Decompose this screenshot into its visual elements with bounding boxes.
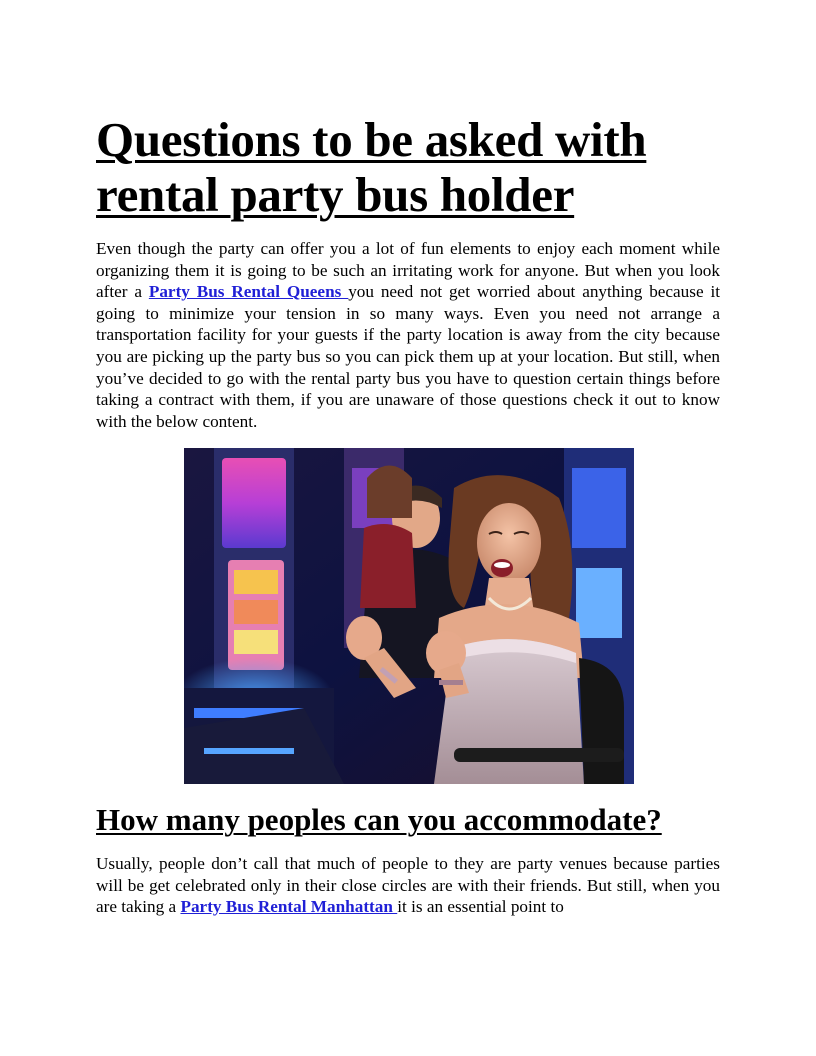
intro-text-before-link: Even though the party can offer you a lot of fun elements to enjoy each moment while organizing them it is going to be such an irritating work for anyone. But when you look after a <box>96 239 720 302</box>
intro-text-after-link: you need not get worried about anything because it going to minimize your tension in so many ways. Even you need not arrange a transportation facility for your guests if the party location is away from the city because you are picking up the party bus so you can pick them up at your location. But still, when you’ve decided to go with the rental party bus you have to question certain things before taking a contract with them, if you are unaware of those questions check it out to know with the below content. <box>96 282 721 431</box>
party-bus-rental-manhattan-link[interactable]: Party Bus Rental Manhattan <box>180 897 398 917</box>
capacity-text-before-link: Usually, people don’t call that much of people to they are party venues because parties will be get celebrated only in their close circles are with their friends. But still, when you are taking a <box>96 854 720 917</box>
capacity-text-after-link: it is an essential point to <box>397 897 564 917</box>
page-title: Questions to be asked with rental party bus holder <box>96 112 647 222</box>
party-bus-rental-queens-link[interactable]: Party Bus Rental Queens <box>148 282 349 302</box>
capacity-paragraph <box>96 853 720 918</box>
intro-paragraph <box>96 238 720 432</box>
casino-celebration-photo <box>184 448 634 784</box>
section-heading: How many peoples can you accommodate? <box>96 802 662 837</box>
